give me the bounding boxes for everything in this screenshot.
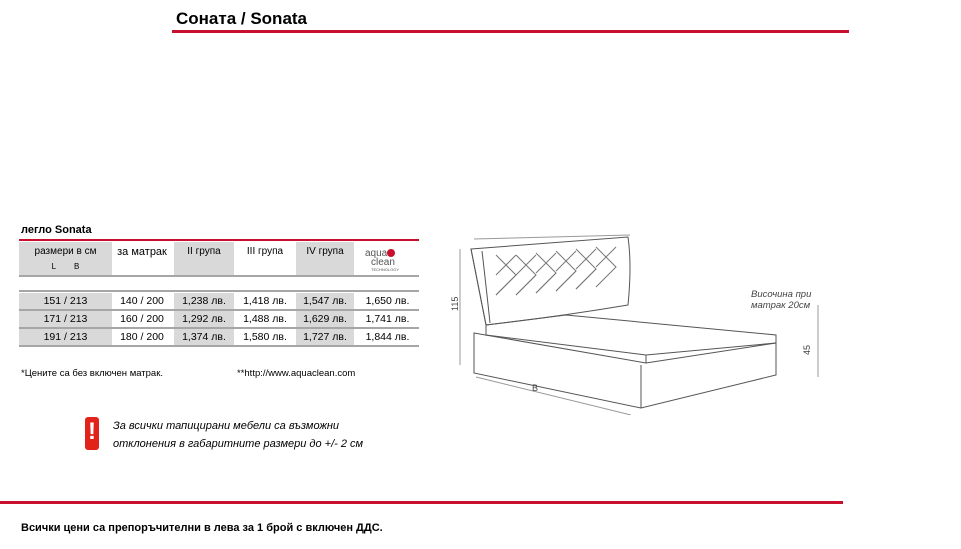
warning-text: За всички тапицирани мебели са възможни отклонения в габаритните размери до +/- 2 см	[113, 420, 364, 450]
footer-rule	[0, 501, 843, 504]
bed-label: легло Sonata	[21, 224, 92, 236]
table-cell-g2: 1,292 лв.	[174, 311, 234, 327]
table-cell-mattress: 160 / 200	[120, 313, 164, 325]
height-note: Височина при матрак 20см	[751, 289, 812, 311]
aquaclean-logo	[357, 244, 417, 274]
title-underline	[172, 30, 849, 33]
bed-drawing	[446, 225, 836, 420]
table-cell-aqua: 1,650 лв.	[365, 295, 410, 307]
note-mattress: *Цените са без включен матрак.	[21, 368, 164, 379]
table-cell-size: 171 / 213	[19, 311, 112, 327]
table-top-rule	[19, 239, 419, 241]
dim-width-b: B	[532, 383, 539, 393]
table-cell-g4: 1,629 лв.	[296, 311, 354, 327]
table-cell-size: 191 / 213	[19, 329, 112, 345]
header-sizes: размери в см L B	[19, 242, 112, 276]
aqua-dot	[387, 249, 395, 257]
headboard	[471, 237, 630, 325]
clean-text: clean	[371, 257, 395, 268]
table-cell-g4: 1,727 лв.	[296, 329, 354, 345]
rows-top-rule	[19, 290, 419, 292]
table-cell-g2: 1,374 лв.	[174, 329, 234, 345]
table-cell-g2: 1,238 лв.	[174, 293, 234, 309]
header-group-3: III група	[246, 246, 284, 257]
table-cell-aqua: 1,741 лв.	[365, 313, 410, 325]
header-group-2: II група	[174, 242, 234, 276]
mattress	[486, 315, 776, 355]
technology-text: TECHNOLOGY	[371, 267, 400, 272]
warning-icon: !	[85, 417, 99, 450]
table-cell-size: 151 / 213	[19, 293, 112, 309]
table-cell-g3: 1,418 лв.	[243, 295, 287, 307]
table-cell-g4: 1,547 лв.	[296, 293, 354, 309]
header-mattress: за матрак	[117, 246, 167, 258]
header-rule	[19, 275, 419, 277]
bed-base	[474, 333, 776, 408]
header-group-4: IV група	[296, 242, 354, 276]
table-cell-mattress: 140 / 200	[120, 295, 164, 307]
row-rule	[19, 345, 419, 347]
table-cell-g3: 1,488 лв.	[243, 313, 287, 325]
aqua-text: aqua	[365, 248, 388, 259]
table-cell-mattress: 180 / 200	[120, 331, 164, 343]
dim-total-height: 115	[450, 296, 460, 311]
table-cell-aqua: 1,844 лв.	[365, 331, 410, 343]
footer-text: Всички цени са препоръчителни в лева за 1 брой с включен ДДС.	[21, 522, 383, 534]
note-aquaclean-link[interactable]: **http://www.aquaclean.com	[237, 368, 356, 379]
dim-base-height: 45	[802, 344, 812, 355]
table-cell-g3: 1,580 лв.	[243, 331, 287, 343]
page-title: Соната / Sonata	[176, 9, 308, 28]
